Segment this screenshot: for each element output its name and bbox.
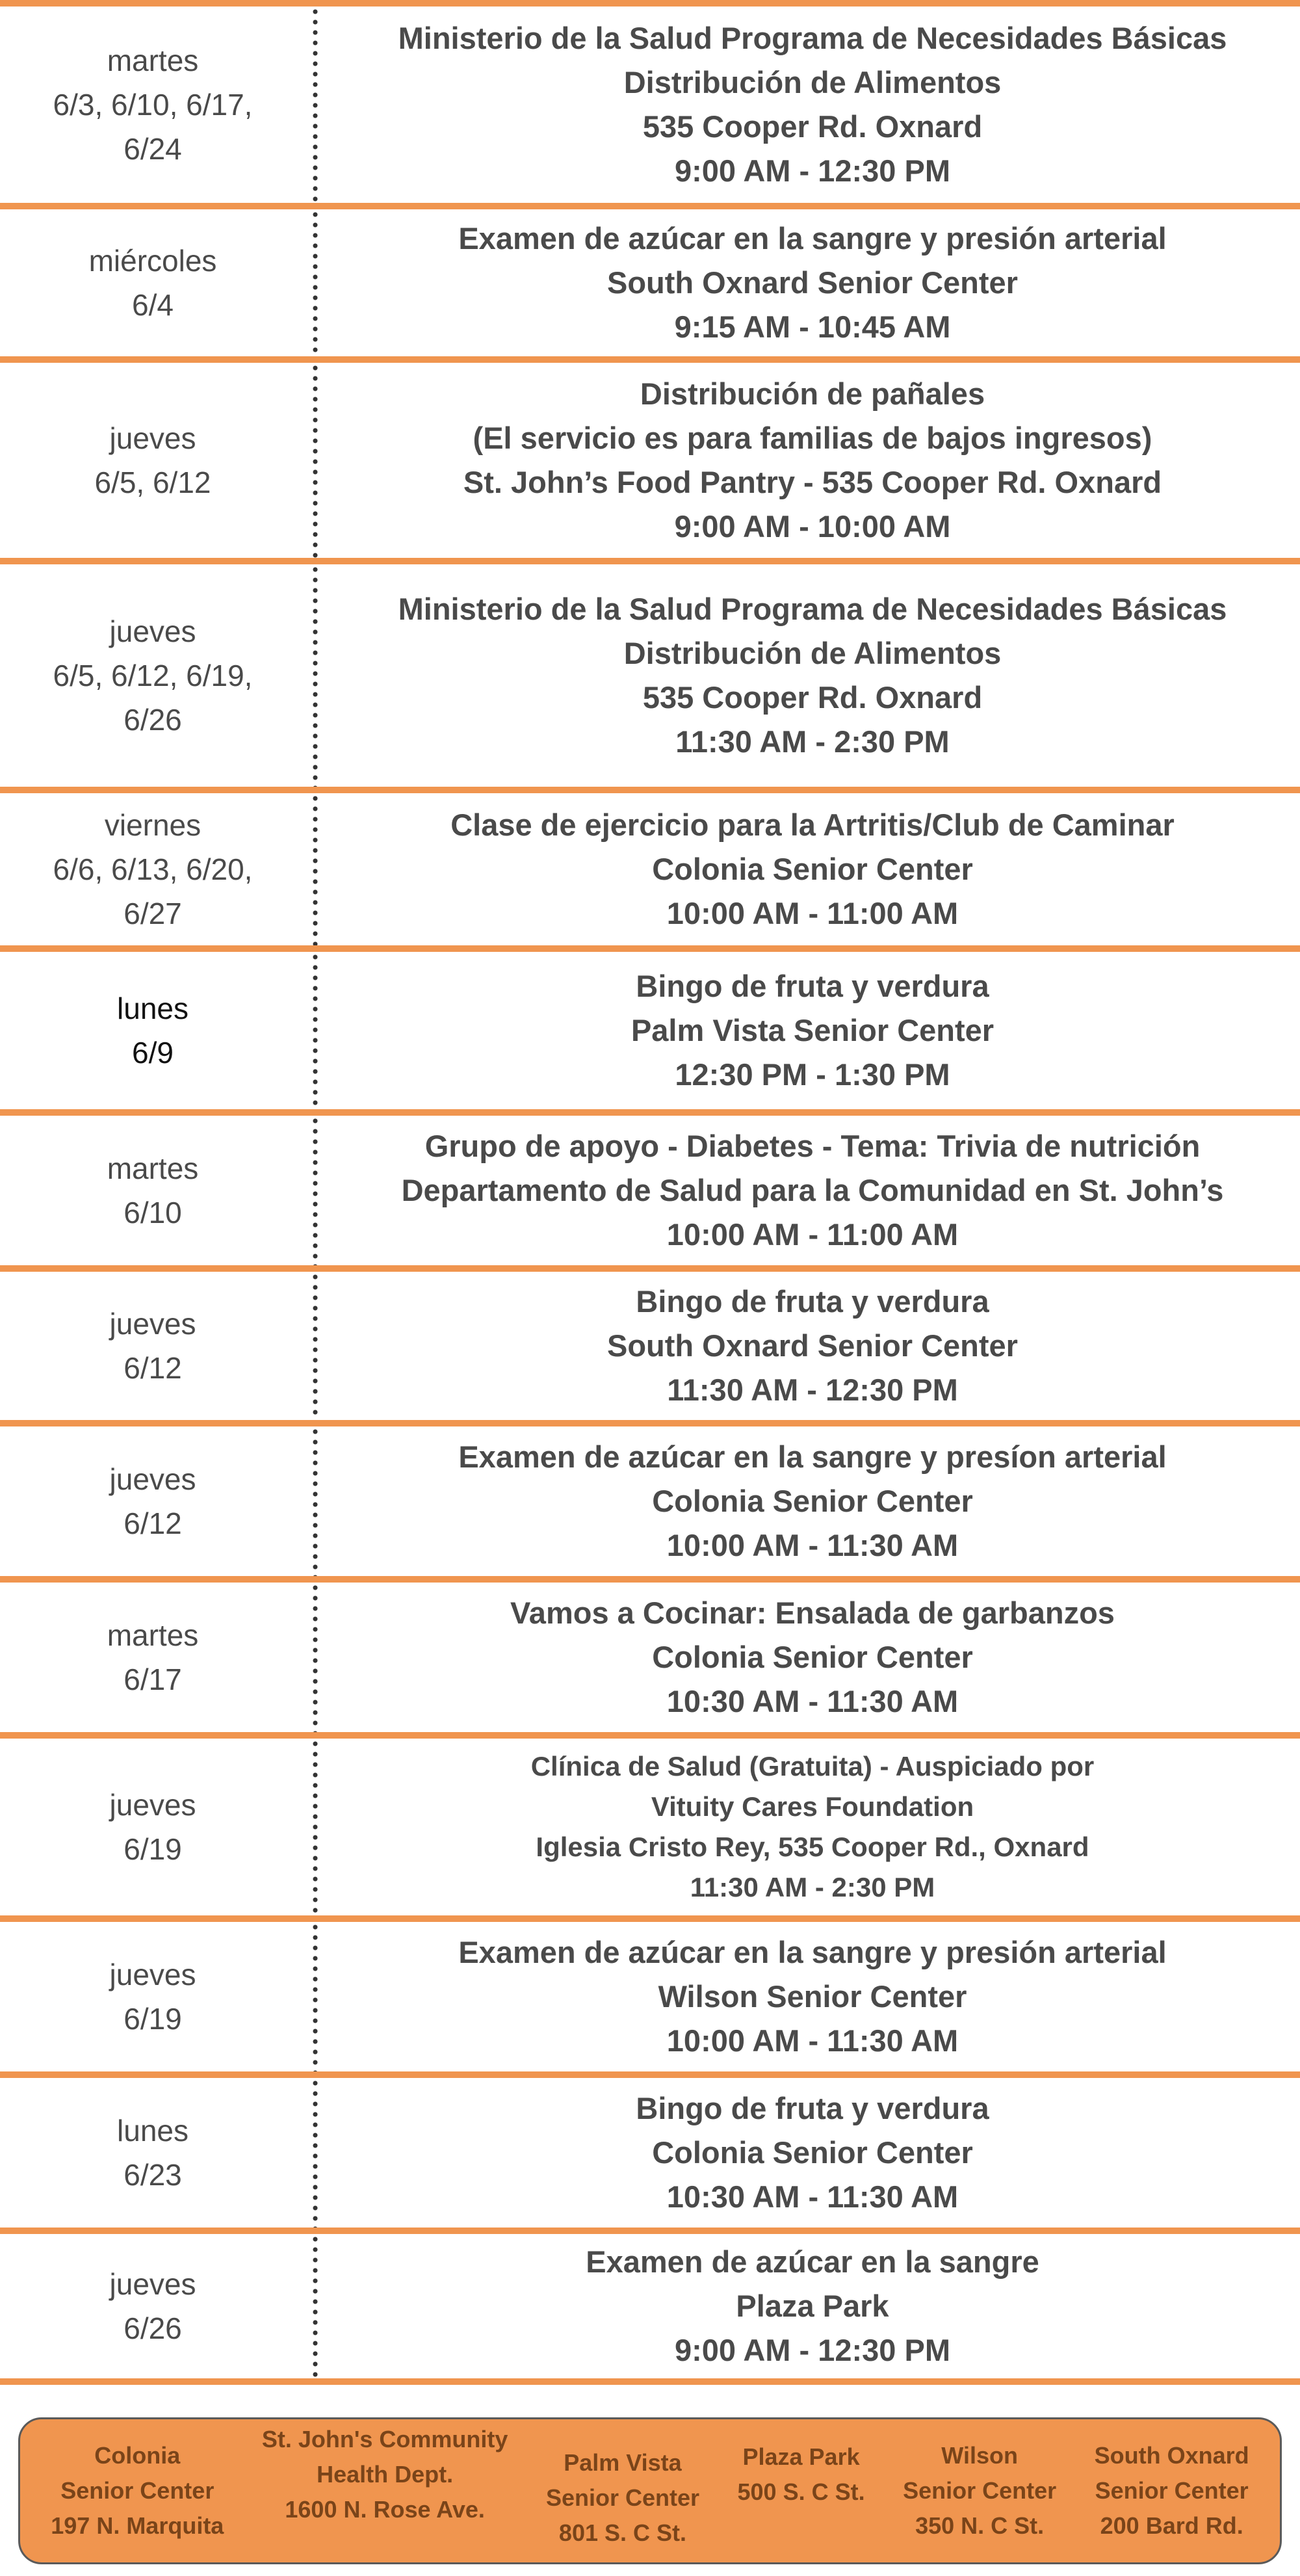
- event-detail-line: Examen de azúcar en la sangre y presíon arterial: [458, 1439, 1167, 1474]
- legend-south-oxnard: [1095, 2438, 1249, 2543]
- weekday-label: jueves: [109, 1307, 196, 1341]
- date-label: 6/5, 6/12: [94, 466, 211, 499]
- weekday-label: martes: [107, 1151, 199, 1185]
- legend-wilson: [903, 2438, 1056, 2543]
- legend-plaza-park: [738, 2439, 865, 2542]
- date-label: 6/19: [124, 2002, 182, 2036]
- event-time: 11:30 AM - 2:30 PM: [675, 724, 950, 759]
- legend-line: 500 S. C St.: [737, 2478, 865, 2505]
- row-health-clinic: [0, 1732, 1300, 1915]
- legend-colonia: [51, 2438, 224, 2543]
- row-diabetes-support-group: [0, 1109, 1300, 1265]
- date-cell: [0, 2234, 306, 2378]
- weekday-label: miércoles: [88, 244, 217, 278]
- event-detail-line: Vamos a Cocinar: Ensalada de garbanzos: [510, 1596, 1115, 1630]
- event-detail-line: Bingo de fruta y verdura: [636, 969, 989, 1003]
- event-detail-line: Colonia Senior Center: [652, 1484, 973, 1518]
- event-detail-line: Iglesia Cristo Rey, 535 Cooper Rd., Oxnard: [536, 1832, 1089, 1862]
- date-cell: [0, 1426, 306, 1576]
- date-label: 6/24: [124, 132, 182, 166]
- date-label: 6/26: [124, 2311, 182, 2345]
- legend-line: 350 N. C St.: [915, 2512, 1045, 2539]
- event-cell: [325, 2078, 1300, 2228]
- date-cell: [0, 7, 306, 203]
- legend-palm-vista: [546, 2431, 699, 2551]
- date-cell: [0, 952, 306, 1109]
- weekday-label: lunes: [117, 2114, 188, 2148]
- weekday-label: jueves: [109, 1958, 196, 1991]
- legend-line: Palm Vista: [564, 2449, 682, 2476]
- legend-line: Wilson: [941, 2442, 1018, 2469]
- event-detail-line: Grupo de apoyo - Diabetes - Tema: Trivia de nutrición: [424, 1129, 1201, 1163]
- legend-line: 801 S. C St.: [558, 2519, 687, 2546]
- location-legend: [18, 2417, 1282, 2564]
- row-arthritis-walking-club: [0, 787, 1300, 945]
- date-cell: [0, 1272, 306, 1420]
- dotted-divider: [306, 1583, 325, 1732]
- event-cell: [325, 363, 1300, 558]
- event-cell: [325, 1583, 1300, 1732]
- legend-line: Senior Center: [60, 2477, 214, 2504]
- event-time: 9:00 AM - 12:30 PM: [674, 2333, 950, 2367]
- event-detail-line: Ministerio de la Salud Programa de Necesidades Básicas: [398, 592, 1227, 626]
- dotted-divider: [306, 1272, 325, 1420]
- legend-line: St. John's Community: [261, 2426, 508, 2452]
- date-label: 6/10: [124, 1196, 182, 1229]
- date-label: 6/9: [132, 1036, 174, 1070]
- event-cell: [325, 564, 1300, 787]
- weekday-label: jueves: [109, 2267, 196, 2301]
- event-detail-line: Distribución de Alimentos: [623, 636, 1002, 670]
- event-cell: [325, 793, 1300, 945]
- event-time: 12:30 PM - 1:30 PM: [675, 1057, 950, 1092]
- event-detail-line: St. John’s Food Pantry - 535 Cooper Rd. Oxnard: [463, 465, 1162, 499]
- event-time: 9:00 AM - 12:30 PM: [674, 153, 950, 188]
- event-detail-line: South Oxnard Senior Center: [607, 1328, 1018, 1363]
- row-food-distribution-thursday: [0, 558, 1300, 787]
- event-cell: [325, 209, 1300, 356]
- weekday-label: jueves: [109, 1462, 196, 1496]
- event-cell: [325, 1922, 1300, 2071]
- weekday-label: jueves: [109, 614, 196, 648]
- date-label: 6/27: [124, 897, 182, 930]
- event-detail-line: Ministerio de la Salud Programa de Necesidades Básicas: [398, 21, 1227, 55]
- event-detail-line: Distribución de Alimentos: [623, 65, 1002, 99]
- legend-line: 1600 N. Rose Ave.: [285, 2496, 485, 2523]
- date-label: 6/12: [124, 1506, 182, 1540]
- event-detail-line: Colonia Senior Center: [652, 2135, 973, 2170]
- row-diaper-distribution: [0, 356, 1300, 558]
- dotted-divider: [306, 209, 325, 356]
- date-cell: [0, 1922, 306, 2071]
- date-cell: [0, 793, 306, 945]
- event-time: 9:15 AM - 10:45 AM: [674, 309, 951, 344]
- event-detail-line: Colonia Senior Center: [652, 1640, 973, 1674]
- legend-line: Senior Center: [903, 2477, 1057, 2504]
- event-detail-line: Clínica de Salud (Gratuita) - Auspiciado por: [530, 1751, 1095, 1781]
- dotted-divider: [306, 793, 325, 945]
- event-cell: [325, 1739, 1300, 1915]
- row-glucose-bp-wilson: [0, 1915, 1300, 2071]
- event-detail-line: 535 Cooper Rd. Oxnard: [642, 680, 983, 715]
- legend-line: Colonia: [94, 2442, 181, 2469]
- date-cell: [0, 2078, 306, 2228]
- weekday-label: martes: [107, 44, 199, 77]
- legend-line: Plaza Park: [742, 2443, 860, 2470]
- row-bingo-south-oxnard: [0, 1265, 1300, 1420]
- legend-line: South Oxnard: [1094, 2442, 1249, 2469]
- row-cooking-class: [0, 1576, 1300, 1732]
- event-detail-line: Plaza Park: [736, 2289, 889, 2323]
- event-time: 10:00 AM - 11:00 AM: [666, 1217, 959, 1252]
- event-detail-line: Examen de azúcar en la sangre: [586, 2244, 1039, 2279]
- event-detail-line: Departamento de Salud para la Comunidad en St. John’s: [401, 1173, 1224, 1207]
- event-detail-line: Examen de azúcar en la sangre y presión arterial: [458, 221, 1167, 256]
- legend-line: 200 Bard Rd.: [1100, 2512, 1243, 2539]
- date-cell: [0, 1739, 306, 1915]
- date-label: 6/5, 6/12, 6/19,: [53, 659, 253, 692]
- weekday-label: jueves: [109, 421, 196, 455]
- date-label: 6/6, 6/13, 6/20,: [53, 852, 253, 886]
- event-detail-line: Vituity Cares Foundation: [651, 1791, 974, 1822]
- event-detail-line: Palm Vista Senior Center: [630, 1013, 994, 1047]
- weekday-label: lunes: [117, 992, 188, 1025]
- event-detail-line: Distribución de pañales: [640, 376, 985, 411]
- event-time: 10:30 AM - 11:30 AM: [666, 1684, 959, 1718]
- legend-line: Health Dept.: [317, 2461, 454, 2488]
- event-time: 9:00 AM - 10:00 AM: [674, 509, 951, 544]
- date-label: 6/19: [124, 1832, 182, 1866]
- dotted-divider: [306, 564, 325, 787]
- date-cell: [0, 564, 306, 787]
- event-detail-line: Bingo de fruta y verdura: [636, 1284, 989, 1319]
- legend-st-johns: [262, 2422, 508, 2560]
- event-detail-line: (El servicio es para familias de bajos ingresos): [473, 421, 1152, 455]
- date-label: 6/3, 6/10, 6/17,: [53, 88, 253, 122]
- dotted-divider: [306, 1922, 325, 2071]
- row-bingo-colonia: [0, 2071, 1300, 2228]
- event-detail-line: 535 Cooper Rd. Oxnard: [642, 109, 983, 144]
- date-label: 6/23: [124, 2158, 182, 2192]
- event-cell: [325, 1272, 1300, 1420]
- row-food-distribution-tuesday: [0, 0, 1300, 203]
- event-time: 10:30 AM - 11:30 AM: [666, 2179, 959, 2214]
- event-cell: [325, 7, 1300, 203]
- dotted-divider: [306, 1116, 325, 1265]
- date-cell: [0, 1583, 306, 1732]
- dotted-divider: [306, 952, 325, 1109]
- event-detail-line: Wilson Senior Center: [658, 1979, 967, 2014]
- event-detail-line: Bingo de fruta y verdura: [636, 2091, 989, 2125]
- date-label: 6/26: [124, 703, 182, 737]
- event-time: 10:00 AM - 11:30 AM: [666, 2023, 959, 2058]
- legend-line: Senior Center: [1095, 2477, 1249, 2504]
- dotted-divider: [306, 7, 325, 203]
- event-time: 11:30 AM - 2:30 PM: [690, 1872, 935, 1902]
- row-glucose-bp-colonia: [0, 1420, 1300, 1576]
- date-cell: [0, 209, 306, 356]
- date-label: 6/4: [132, 288, 174, 322]
- weekday-label: martes: [107, 1618, 199, 1652]
- dotted-divider: [306, 1426, 325, 1576]
- date-cell: [0, 363, 306, 558]
- date-label: 6/17: [124, 1663, 182, 1696]
- legend-line: 197 N. Marquita: [51, 2512, 224, 2539]
- event-time: 11:30 AM - 12:30 PM: [667, 1373, 958, 1407]
- dotted-divider: [306, 2078, 325, 2228]
- row-glucose-bp-wednesday: [0, 203, 1300, 356]
- event-detail-line: Clase de ejercicio para la Artritis/Club de Caminar: [450, 808, 1175, 842]
- row-glucose-plaza-park: [0, 2228, 1300, 2385]
- event-cell: [325, 1116, 1300, 1265]
- dotted-divider: [306, 363, 325, 558]
- event-cell: [325, 2234, 1300, 2378]
- row-bingo-palm-vista: [0, 945, 1300, 1109]
- event-detail-line: Colonia Senior Center: [652, 852, 973, 886]
- weekday-label: jueves: [109, 1788, 196, 1822]
- event-cell: [325, 1426, 1300, 1576]
- weekday-label: viernes: [104, 808, 202, 842]
- event-cell: [325, 952, 1300, 1109]
- event-detail-line: Examen de azúcar en la sangre y presión arterial: [458, 1935, 1167, 1969]
- date-label: 6/12: [124, 1351, 182, 1385]
- date-cell: [0, 1116, 306, 1265]
- event-detail-line: South Oxnard Senior Center: [607, 265, 1018, 300]
- event-time: 10:00 AM - 11:00 AM: [666, 896, 959, 930]
- event-time: 10:00 AM - 11:30 AM: [666, 1528, 959, 1562]
- dotted-divider: [306, 1739, 325, 1915]
- legend-line: Senior Center: [545, 2484, 699, 2511]
- dotted-divider: [306, 2234, 325, 2378]
